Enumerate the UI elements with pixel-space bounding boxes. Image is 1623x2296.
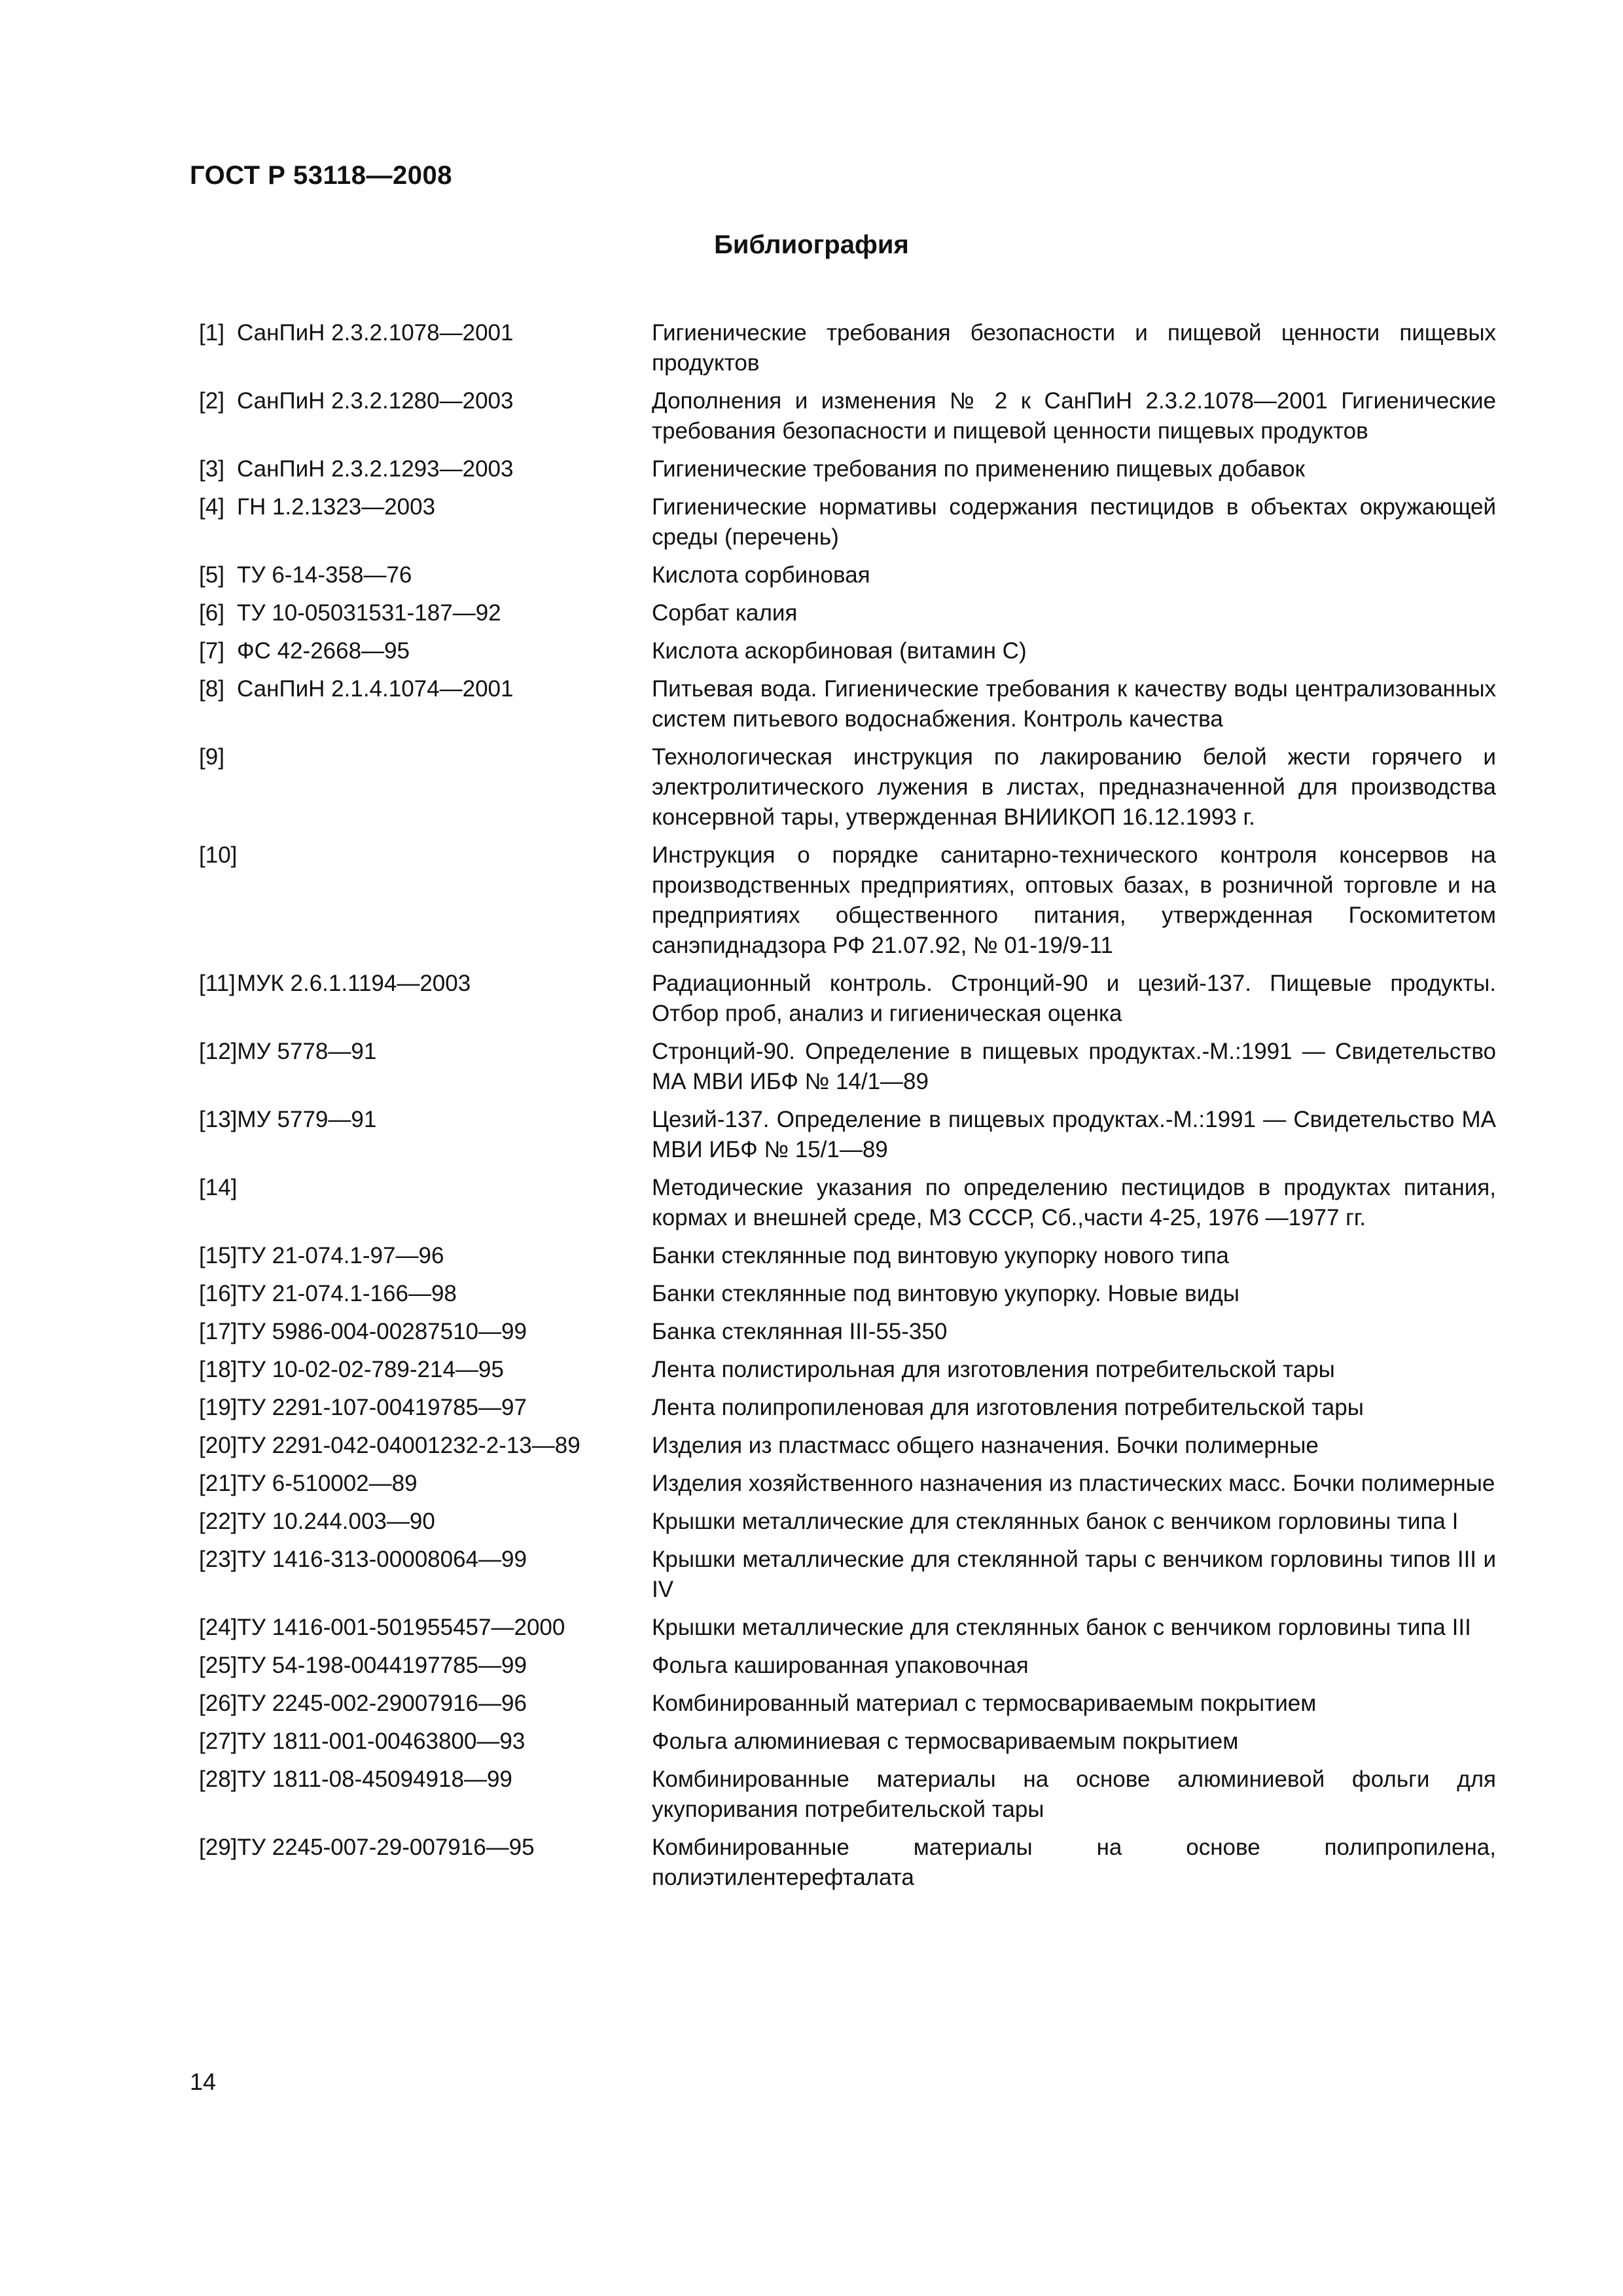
entry-reference <box>199 454 652 484</box>
entry-number: [14] <box>199 1175 238 1200</box>
entry-description: Изделия из пластмасс общего назначения. Бочки полимерные <box>652 1433 1319 1458</box>
entry-code: ТУ 2245-007-29-007916—95 <box>237 1835 535 1860</box>
bibliography-entry <box>199 1173 1501 1233</box>
entry-reference <box>199 1727 652 1757</box>
entry-reference <box>199 1105 652 1135</box>
entry-number: [6] <box>199 600 224 626</box>
bibliography-entry <box>199 386 1501 446</box>
entry-description: Дополнения и изменения № 2 к СанПиН 2.3.2.1078—2001 Гигиенические требования безопасности и пищевой ценности пищевых продуктов <box>652 388 1496 444</box>
entry-description: Гигиенические требования безопасности и пищевой ценности пищевых продуктов <box>652 320 1496 376</box>
bibliography-entry <box>199 1105 1501 1165</box>
entry-code: ТУ 54-198-0044197785—99 <box>237 1653 527 1678</box>
entry-reference <box>199 1545 652 1575</box>
bibliography-entry <box>199 560 1501 590</box>
bibliography-entry <box>199 1355 1501 1385</box>
entry-description: Стронций-90. Определение в пищевых продуктах.-М.:1991 — Свидетельство МА МВИ ИБФ № 14/1—89 <box>652 1039 1496 1094</box>
entry-code: ТУ 21-074.1-97—96 <box>237 1243 444 1268</box>
entry-code: ТУ 21-074.1-166—98 <box>237 1281 457 1306</box>
bibliography-entry <box>199 674 1501 734</box>
entry-number: [15] <box>199 1243 238 1268</box>
bibliography-entry <box>199 1431 1501 1461</box>
page-number: 14 <box>190 2068 217 2095</box>
entry-code: ТУ 1811-001-00463800—93 <box>237 1729 526 1754</box>
entry-description: Крышки металлические для стеклянных банок с венчиком горловины типа III <box>652 1615 1471 1640</box>
entry-reference <box>199 1173 652 1203</box>
entry-description: Крышки металлические для стеклянных банок с венчиком горловины типа I <box>652 1509 1459 1534</box>
entry-reference <box>199 1469 652 1499</box>
entry-code: ТУ 5986-004-00287510—99 <box>237 1319 527 1344</box>
entry-code: МУ 5778—91 <box>237 1039 377 1064</box>
entry-code: ТУ 2291-042-04001232-2-13—89 <box>237 1433 580 1458</box>
entry-description: Радиационный контроль. Стронций-90 и цезий-137. Пищевые продукты. Отбор проб, анализ и гигиеническая оценка <box>652 971 1496 1026</box>
entry-number: [22] <box>199 1509 238 1534</box>
entry-reference <box>199 742 652 772</box>
entry-code: ТУ 1811-08-45094918—99 <box>237 1767 512 1792</box>
entry-number: [7] <box>199 638 224 664</box>
bibliography-entry <box>199 1507 1501 1537</box>
entry-code: ТУ 2291-107-00419785—97 <box>237 1395 527 1420</box>
entry-code: ТУ 10-02-02-789-214—95 <box>237 1357 504 1382</box>
entry-code: МУ 5779—91 <box>237 1107 377 1132</box>
entry-reference <box>199 560 652 590</box>
entry-number: [27] <box>199 1729 238 1754</box>
entry-number: [8] <box>199 676 224 702</box>
entry-reference <box>199 1651 652 1681</box>
entry-number: [12] <box>199 1039 238 1064</box>
entry-description: Питьевая вода. Гигиенические требования к качеству воды централизованных систем питьевого водоснабжения. Контроль качества <box>652 676 1496 732</box>
entry-description: Инструкция о порядке санитарно-технического контроля консервов на производственных предприятиях, оптовых базах, в розничной торговле и на предприятиях общественного питания, утвержденная Госкомитетом санэпиднадзора РФ 21.07.92, № 01-19/9-11 <box>652 842 1496 958</box>
bibliography-entry <box>199 598 1501 628</box>
entry-description: Кислота сорбиновая <box>652 562 870 588</box>
entry-reference <box>199 1241 652 1271</box>
bibliography-title: Библиография <box>714 230 909 259</box>
bibliography-entry <box>199 636 1501 666</box>
bibliography-entry <box>199 1651 1501 1681</box>
entry-code: ФС 42-2668—95 <box>237 638 410 664</box>
entry-number: [1] <box>199 320 224 346</box>
entry-description: Гигиенические нормативы содержания пестицидов в объектах окружающей среды (перечень) <box>652 494 1496 550</box>
entry-reference <box>199 1613 652 1643</box>
bibliography-entry <box>199 1393 1501 1423</box>
entry-code: СанПиН 2.1.4.1074—2001 <box>237 676 514 702</box>
entry-code: ТУ 1416-001-501955457—2000 <box>237 1615 565 1640</box>
bibliography-list <box>199 318 1501 1901</box>
entry-reference <box>199 1689 652 1719</box>
entry-reference <box>199 1507 652 1537</box>
bibliography-entry <box>199 318 1501 378</box>
entry-reference <box>199 598 652 628</box>
entry-number: [3] <box>199 456 224 482</box>
entry-number: [25] <box>199 1653 238 1678</box>
entry-number: [2] <box>199 388 224 414</box>
entry-description: Банки стеклянные под винтовую укупорку нового типа <box>652 1243 1229 1268</box>
entry-code: ГН 1.2.1323—2003 <box>237 494 436 520</box>
entry-code: ТУ 10-05031531-187—92 <box>237 600 501 626</box>
entry-number: [29] <box>199 1835 238 1860</box>
bibliography-entry <box>199 1279 1501 1309</box>
entry-number: [10] <box>199 842 238 868</box>
bibliography-entry <box>199 454 1501 484</box>
entry-reference <box>199 1431 652 1461</box>
bibliography-entry <box>199 1317 1501 1347</box>
bibliography-entry <box>199 1833 1501 1893</box>
bibliography-entry <box>199 1037 1501 1097</box>
entry-description: Банка стеклянная III-55-350 <box>652 1319 948 1344</box>
entry-number: [11] <box>199 971 236 996</box>
entry-number: [16] <box>199 1281 238 1306</box>
entry-reference <box>199 1355 652 1385</box>
bibliography-entry <box>199 1689 1501 1719</box>
entry-code: ТУ 10.244.003—90 <box>237 1509 435 1534</box>
entry-description: Фольга кашированная упаковочная <box>652 1653 1029 1678</box>
entry-description: Лента полистирольная для изготовления потребительской тары <box>652 1357 1335 1382</box>
entry-description: Комбинированные материалы на основе полипропилена, полиэтилентерефталата <box>652 1835 1496 1890</box>
bibliography-entry <box>199 1613 1501 1643</box>
entry-description: Сорбат калия <box>652 600 798 626</box>
entry-reference <box>199 318 652 348</box>
entry-reference <box>199 386 652 416</box>
entry-description: Кислота аскорбиновая (витамин С) <box>652 638 1027 664</box>
entry-description: Комбинированный материал с термосвариваемым покрытием <box>652 1691 1317 1716</box>
bibliography-entry <box>199 742 1501 833</box>
bibliography-entry <box>199 969 1501 1029</box>
entry-number: [17] <box>199 1319 238 1344</box>
entry-reference <box>199 1279 652 1309</box>
entry-reference <box>199 1317 652 1347</box>
bibliography-entry <box>199 492 1501 552</box>
entry-description: Цезий-137. Определение в пищевых продуктах.-М.:1991 — Свидетельство МА МВИ ИБФ № 15/1—89 <box>652 1107 1496 1162</box>
entry-number: [9] <box>199 744 224 770</box>
entry-description: Изделия хозяйственного назначения из пластических масс. Бочки полимерные <box>652 1471 1495 1496</box>
entry-description: Лента полипропиленовая для изготовления потребительской тары <box>652 1395 1364 1420</box>
entry-reference <box>199 1393 652 1423</box>
bibliography-entry <box>199 1765 1501 1825</box>
entry-number: [5] <box>199 562 224 588</box>
bibliography-entry <box>199 1241 1501 1271</box>
entry-description: Комбинированные материалы на основе алюминиевой фольги для укупоривания потребительской тары <box>652 1767 1496 1822</box>
entry-code: ТУ 1416-313-00008064—99 <box>237 1547 527 1572</box>
entry-reference <box>199 636 652 666</box>
entry-reference <box>199 492 652 522</box>
entry-reference <box>199 674 652 704</box>
entry-number: [24] <box>199 1615 238 1640</box>
entry-code: СанПиН 2.3.2.1078—2001 <box>237 320 514 346</box>
entry-number: [21] <box>199 1471 238 1496</box>
entry-code: ТУ 6-14-358—76 <box>237 562 412 588</box>
entry-number: [28] <box>199 1767 238 1792</box>
entry-code: МУК 2.6.1.1194—2003 <box>237 971 471 996</box>
entry-reference <box>199 1765 652 1795</box>
entry-number: [19] <box>199 1395 238 1420</box>
bibliography-entry <box>199 1545 1501 1605</box>
entry-reference <box>199 1833 652 1863</box>
bibliography-entry <box>199 840 1501 961</box>
entry-description: Банки стеклянные под винтовую укупорку. Новые виды <box>652 1281 1240 1306</box>
entry-code: СанПиН 2.3.2.1280—2003 <box>237 388 514 414</box>
entry-description: Гигиенические требования по применению пищевых добавок <box>652 456 1305 482</box>
entry-code: ТУ 2245-002-29007916—96 <box>237 1691 527 1716</box>
entry-reference <box>199 969 652 999</box>
entry-description: Крышки металлические для стеклянной тары с венчиком горловины типов III и IV <box>652 1547 1496 1602</box>
entry-number: [20] <box>199 1433 238 1458</box>
entry-code: СанПиН 2.3.2.1293—2003 <box>237 456 514 482</box>
bibliography-entry <box>199 1469 1501 1499</box>
entry-description: Методические указания по определению пестицидов в продуктах питания, кормах и внешней среде, МЗ СССР, Сб.,части 4-25, 1976 —1977 гг. <box>652 1175 1496 1230</box>
entry-number: [26] <box>199 1691 238 1716</box>
entry-reference <box>199 1037 652 1067</box>
entry-number: [23] <box>199 1547 238 1572</box>
entry-description: Фольга алюминиевая с термосвариваемым покрытием <box>652 1729 1239 1754</box>
entry-description: Технологическая инструкция по лакированию белой жести горячего и электролитического лужения в листах, предназначенной для производства консервной тары, утвержденная ВНИИКОП 16.12.1993 г. <box>652 744 1496 830</box>
document-header: ГОСТ Р 53118—2008 <box>190 161 452 190</box>
entry-number: [4] <box>199 494 224 520</box>
entry-number: [13] <box>199 1107 238 1132</box>
entry-reference <box>199 840 652 870</box>
entry-code: ТУ 6-510002—89 <box>237 1471 418 1496</box>
bibliography-entry <box>199 1727 1501 1757</box>
entry-number: [18] <box>199 1357 238 1382</box>
